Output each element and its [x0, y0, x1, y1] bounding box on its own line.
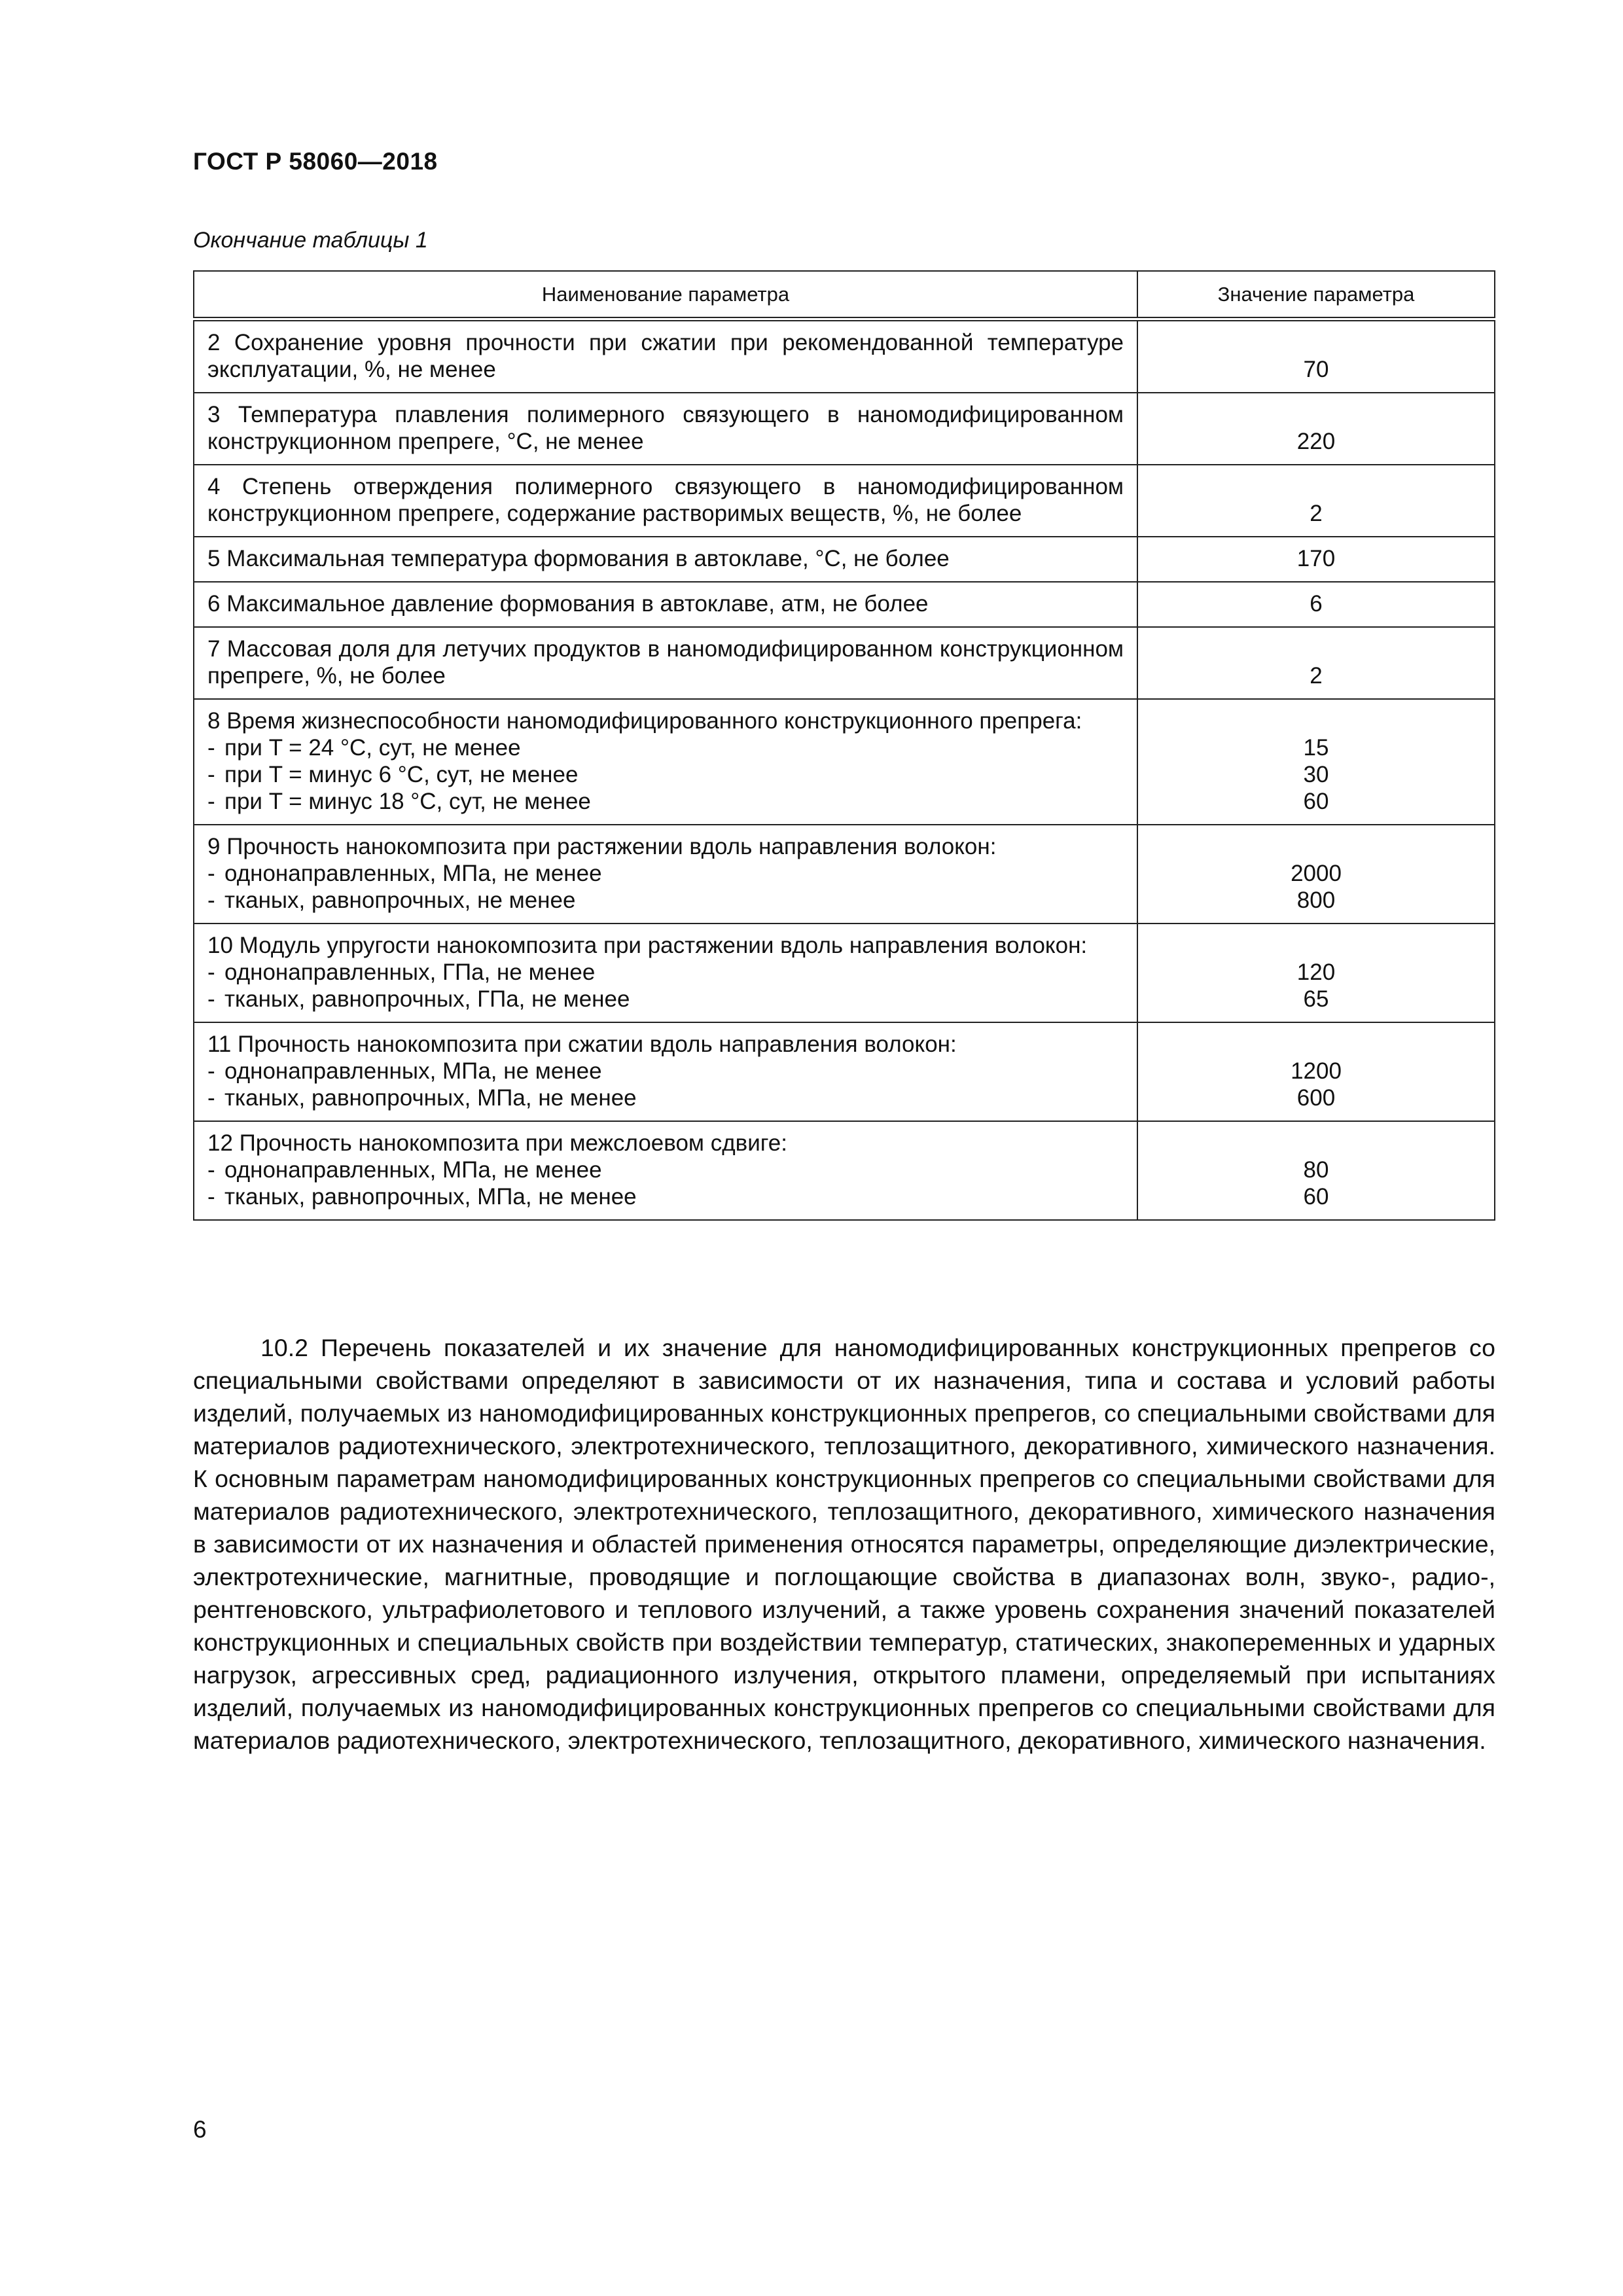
parameter-subitem-value: 65 — [1303, 986, 1329, 1012]
page-number: 6 — [193, 2116, 207, 2143]
table-row — [194, 465, 1495, 537]
parameter-subitem-label: тканых, равнопрочных, МПа, не менее — [224, 1184, 637, 1210]
parameter-title: 12 Прочность нанокомпозита при межслоевом сдвиге: — [207, 1130, 787, 1156]
parameter-subitem-label: однонаправленных, МПа, не менее — [224, 861, 602, 886]
parameter-subitem-value: 15 — [1303, 735, 1329, 761]
parameter-value: 6 — [1310, 591, 1323, 617]
table-row — [194, 627, 1495, 699]
parameter-value: 2 — [1310, 663, 1323, 689]
parameter-name-cell — [194, 699, 1137, 825]
parameter-value: 220 — [1296, 429, 1336, 454]
parameter-subitem-label: однонаправленных, МПа, не менее — [224, 1058, 602, 1084]
parameter-subitem: - тканых, равнопрочных, МПа, не менее — [207, 1085, 637, 1111]
parameter-value-cell — [1137, 924, 1495, 1022]
table-row — [194, 393, 1495, 465]
parameter-subitem-value: 80 — [1303, 1157, 1329, 1183]
body-paragraph: 10.2 Перечень показателей и их значение для наномодифицированных конструкционных препрегов со специальными свойствами определяют в зависимости от их назначения, типа и состава и условий работы изделий, получаемых из наномодифицированных конструкционных препрегов, со специальными свойствами для материалов радиотехнического, электротехнического, теплозащитного, декоративного, химического назначения. К основным параметрам наномодифицированных конструкционных препрегов со специальными свойствами для материалов радиотехнического, электротехнического, теплозащитного, декоративного, химического назначения в зависимости от их назначения и областей применения относятся параметры, определяющие диэлектрические, электротехнические, магнитные, проводящие и поглощающие свойства в диапазонах волн, звуко-, радио-, рентгеновского, ультрафиолетового и теплового излучений, а также уровень сохранения значений показателей конструкционных и специальных свойств при воздействии температур, статических, знакопеременных и ударных нагрузок, агрессивных сред, радиационного излучения, открытого пламени, определяемый при испытаниях изделий, получаемых из наномодифицированных конструкционных препрегов со специальными свойствами для материалов радиотехнического, электротехнического, теплозащитного, декоративного, химического назначения. — [193, 1334, 1495, 1754]
parameter-value-cell — [1137, 582, 1495, 627]
parameter-name-cell — [194, 319, 1137, 393]
parameter-value: 2 — [1310, 501, 1323, 526]
parameter-subitem-label: при T = 24 °С, сут, не менее — [224, 735, 521, 761]
parameter-subitem-label: при T = минус 6 °С, сут, не менее — [224, 762, 579, 787]
table-row — [194, 1121, 1495, 1220]
parameter-subitem: - однонаправленных, МПа, не менее — [207, 861, 602, 886]
parameter-subitem-value: 1200 — [1291, 1058, 1342, 1084]
parameter-name-cell — [194, 582, 1137, 627]
parameter-subitem: - однонаправленных, МПа, не менее — [207, 1157, 602, 1183]
table-row — [194, 582, 1495, 627]
parameter-name-cell — [194, 465, 1137, 537]
parameter-name-cell — [194, 537, 1137, 582]
table-header-row — [194, 271, 1495, 319]
parameter-title: 4 Степень отверждения полимерного связующего в наномодифицированном конструкционном препреге, содержание растворимых веществ, %, не более — [207, 474, 1124, 526]
parameter-title: 8 Время жизнеспособности наномодифицированного конструкционного препрега: — [207, 708, 1082, 734]
parameter-value-cell — [1137, 537, 1495, 582]
table-body — [194, 319, 1495, 1221]
parameter-value: 70 — [1303, 357, 1329, 382]
parameter-name-cell — [194, 1022, 1137, 1121]
parameter-subitem-label: тканых, равнопрочных, МПа, не менее — [224, 1085, 637, 1111]
parameter-subitem-label: при T = минус 18 °С, сут, не менее — [224, 789, 591, 814]
parameter-subitem: - однонаправленных, ГПа, не менее — [207, 960, 596, 985]
parameter-subitem-value: 800 — [1296, 888, 1336, 913]
parameter-subitem: - тканых, равнопрочных, МПа, не менее — [207, 1184, 637, 1210]
parameter-subitem-value: 30 — [1303, 762, 1329, 787]
parameter-value-cell — [1137, 825, 1495, 924]
parameter-subitem: - при T = минус 18 °С, сут, не менее — [207, 789, 591, 814]
parameter-value-cell — [1137, 393, 1495, 465]
parameter-value-cell — [1137, 1121, 1495, 1220]
table-row — [194, 1022, 1495, 1121]
parameter-subitem: - тканых, равнопрочных, не менее — [207, 888, 576, 913]
table-row — [194, 537, 1495, 582]
parameter-name-cell — [194, 924, 1137, 1022]
parameter-subitem-value: 600 — [1296, 1085, 1336, 1111]
parameter-title: 7 Массовая доля для летучих продуктов в наномодифицированном конструкционном препреге, %, не более — [207, 636, 1124, 689]
parameter-title: 2 Сохранение уровня прочности при сжатии при рекомендованной температуре эксплуатации, %, не менее — [207, 330, 1124, 382]
parameter-title: 10 Модуль упругости нанокомпозита при растяжении вдоль направления волокон: — [207, 933, 1088, 958]
table-row — [194, 319, 1495, 393]
table-caption: Окончание таблицы 1 — [193, 228, 428, 253]
parameter-name-cell — [194, 627, 1137, 699]
parameter-title: 11 Прочность нанокомпозита при сжатии вдоль направления волокон: — [207, 1031, 957, 1057]
parameter-subitem-value: 120 — [1296, 960, 1336, 985]
parameter-title: 6 Максимальное давление формования в автоклаве, атм, не более — [207, 591, 929, 617]
parameter-subitem-label: тканых, равнопрочных, не менее — [224, 888, 576, 913]
parameter-subitem-value: 2000 — [1291, 861, 1342, 886]
parameter-subitem: - тканых, равнопрочных, ГПа, не менее — [207, 986, 630, 1012]
parameter-value: 170 — [1296, 546, 1336, 571]
parameter-subitem-label: однонаправленных, ГПа, не менее — [224, 960, 596, 985]
table-row — [194, 924, 1495, 1022]
parameter-subitem-label: однонаправленных, МПа, не менее — [224, 1157, 602, 1183]
parameter-value-cell — [1137, 319, 1495, 393]
parameter-name-cell — [194, 393, 1137, 465]
column-header-parameter-value: Значение параметра — [1137, 271, 1495, 319]
parameter-value-cell — [1137, 699, 1495, 825]
table-row — [194, 825, 1495, 924]
document-header: ГОСТ Р 58060—2018 — [193, 148, 438, 175]
parameter-title: 3 Температура плавления полимерного связующего в наномодифицированном конструкционном препреге, °С, не менее — [207, 402, 1124, 454]
parameter-title: 9 Прочность нанокомпозита при растяжении вдоль направления волокон: — [207, 834, 997, 859]
parameter-title: 5 Максимальная температура формования в автоклаве, °С, не более — [207, 546, 950, 571]
parameter-subitem-value: 60 — [1303, 1184, 1329, 1210]
parameter-subitem: - при T = минус 6 °С, сут, не менее — [207, 762, 579, 787]
parameter-subitem: - однонаправленных, МПа, не менее — [207, 1058, 602, 1084]
parameter-value-cell — [1137, 1022, 1495, 1121]
parameter-value-cell — [1137, 627, 1495, 699]
parameters-table — [193, 270, 1495, 1221]
parameter-subitem-label: тканых, равнопрочных, ГПа, не менее — [224, 986, 630, 1012]
parameter-subitem: - при T = 24 °С, сут, не менее — [207, 735, 521, 761]
table-row — [194, 699, 1495, 825]
parameter-value-cell — [1137, 465, 1495, 537]
parameter-name-cell — [194, 825, 1137, 924]
parameter-name-cell — [194, 1121, 1137, 1220]
column-header-parameter-name: Наименование параметра — [194, 271, 1137, 319]
parameter-subitem-value: 60 — [1303, 789, 1329, 814]
